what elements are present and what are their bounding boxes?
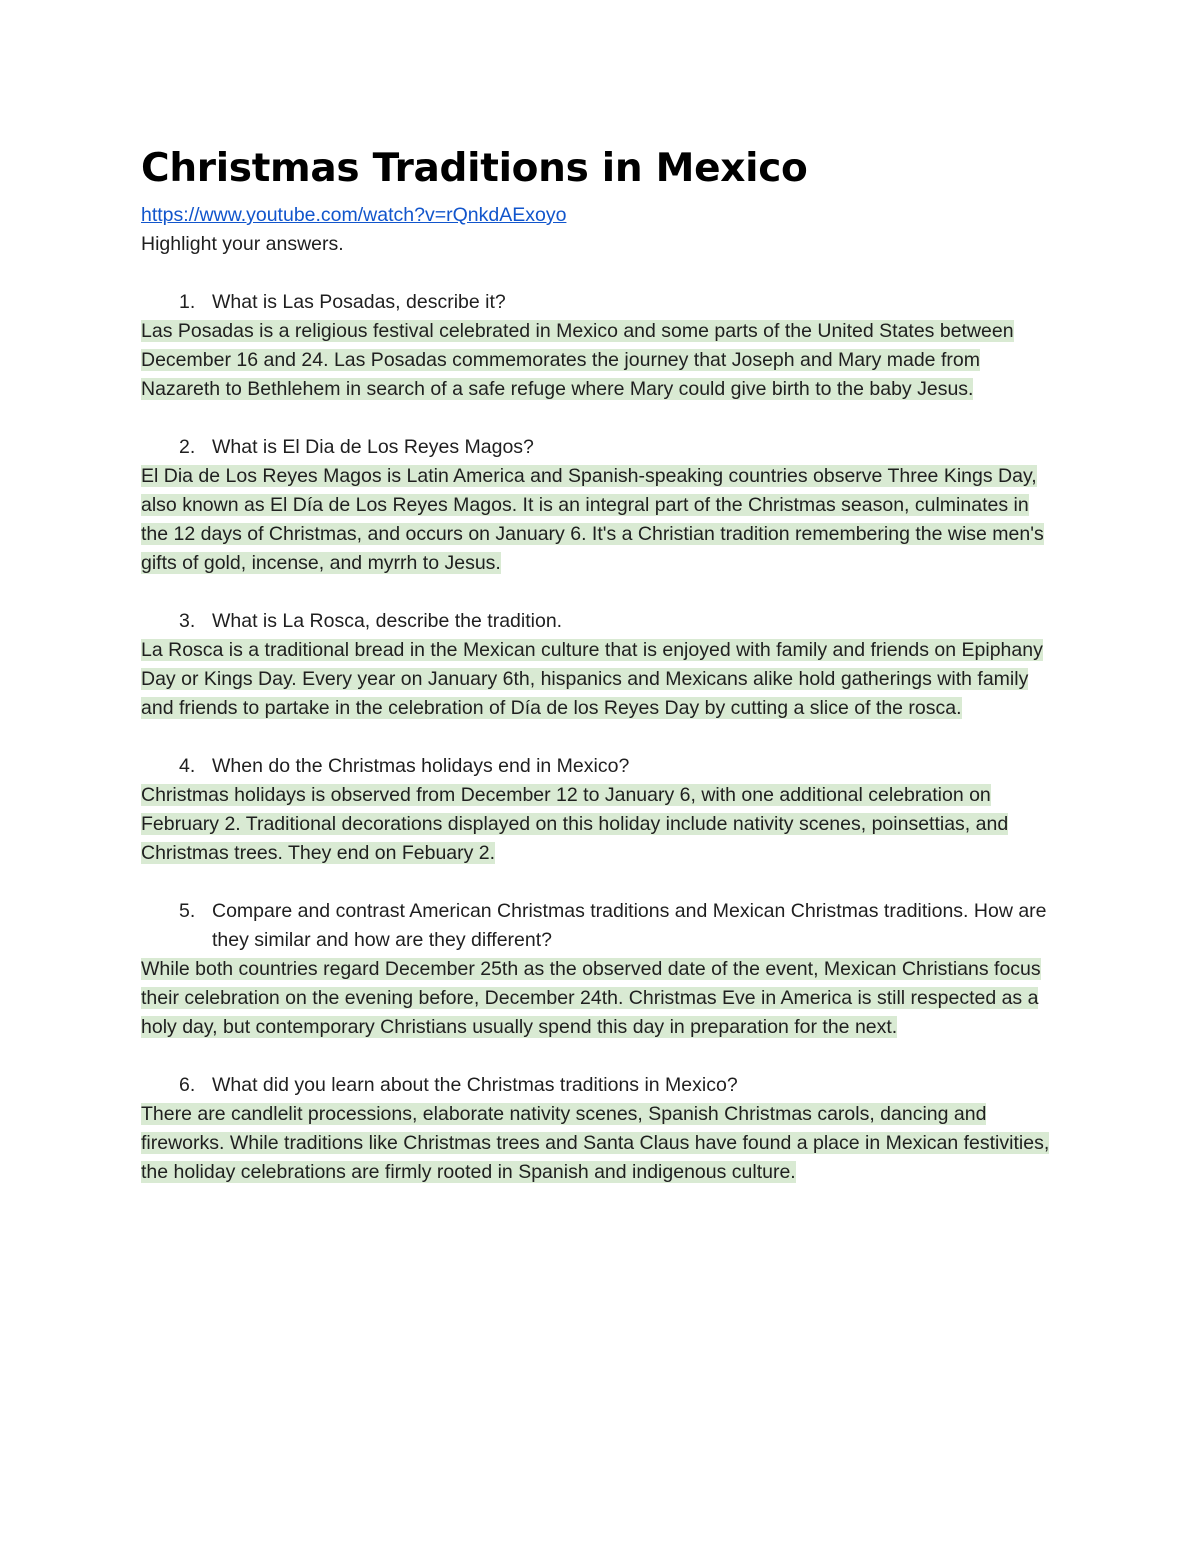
question-3 [141, 607, 1061, 636]
question-block-5 [141, 897, 1061, 1042]
question-text: What did you learn about the Christmas traditions in Mexico? [212, 1074, 738, 1096]
question-block-6 [141, 1071, 1061, 1187]
question-number: 4. [179, 755, 196, 777]
question-block-3 [141, 607, 1061, 723]
answer-1 [141, 317, 1061, 404]
question-number: 1. [179, 291, 196, 313]
highlighted-answer-text: While both countries regard December 25th as the observed date of the event, Mexican Christians focus their celebration on the evening before, December 24th. Christmas Eve in America is still respected as a holy day, but contemporary Christians usually spend this day in preparation for the next. [141, 958, 1041, 1038]
highlighted-answer-text: El Dia de Los Reyes Magos is Latin America and Spanish-speaking countries observe Three Kings Day, also known as El Día de Los Reyes Magos. It is an integral part of the Christmas season, culminates in the 12 days of Christmas, and occurs on January 6. It's a Christian tradition remembering the wise men's gifts of gold, incense, and myrrh to Jesus. [141, 465, 1044, 574]
highlighted-answer-text: Christmas holidays is observed from December 12 to January 6, with one additional celebration on February 2. Traditional decorations displayed on this holiday include nativity scenes, poinsettias, and Christmas trees. They end on Febuary 2. [141, 784, 1009, 864]
answer-4 [141, 781, 1061, 868]
question-text: Compare and contrast American Christmas traditions and Mexican Christmas traditions. How are they similar and how are they different? [212, 900, 1047, 951]
answer-2 [141, 462, 1061, 578]
question-block-1 [141, 288, 1061, 404]
question-number: 3. [179, 610, 196, 632]
highlighted-answer-text: La Rosca is a traditional bread in the Mexican culture that is enjoyed with family and friends on Epiphany Day or Kings Day. Every year on January 6th, hispanics and Mexicans alike hold gatherings with family and friends to partake in the celebration of Día de los Reyes Day by cutting a slice of the rosca. [141, 639, 1043, 719]
question-text: When do the Christmas holidays end in Mexico? [212, 755, 630, 777]
question-1 [141, 288, 1061, 317]
answer-3 [141, 636, 1061, 723]
answer-6 [141, 1100, 1061, 1187]
question-number: 5. [179, 900, 196, 922]
document-page [141, 140, 1061, 1187]
question-block-4 [141, 752, 1061, 868]
question-6 [141, 1071, 1061, 1100]
instruction-text: Highlight your answers. [141, 233, 344, 255]
question-5 [141, 897, 1061, 955]
highlighted-answer-text: Las Posadas is a religious festival celebrated in Mexico and some parts of the United States between December 16 and 24. Las Posadas commemorates the journey that Joseph and Mary made from Nazareth to Bethlehem in search of a safe refuge where Mary could give birth to the baby Jesus. [141, 320, 1014, 400]
highlighted-answer-text: There are candlelit processions, elaborate nativity scenes, Spanish Christmas carols, dancing and fireworks. While traditions like Christmas trees and Santa Claus have found a place in Mexican festivities, the holiday celebrations are firmly rooted in Spanish and indigenous culture. [141, 1103, 1050, 1183]
document-title: Christmas Traditions in Mexico [141, 146, 808, 191]
question-text: What is El Dia de Los Reyes Magos? [212, 436, 534, 458]
question-text: What is Las Posadas, describe it? [212, 291, 506, 313]
question-number: 2. [179, 436, 196, 458]
question-number: 6. [179, 1074, 196, 1096]
question-text: What is La Rosca, describe the tradition. [212, 610, 563, 632]
youtube-link[interactable]: https://www.youtube.com/watch?v=rQnkdAExoyo [141, 204, 567, 226]
question-block-2 [141, 433, 1061, 578]
question-4 [141, 752, 1061, 781]
question-2 [141, 433, 1061, 462]
answer-5 [141, 955, 1061, 1042]
